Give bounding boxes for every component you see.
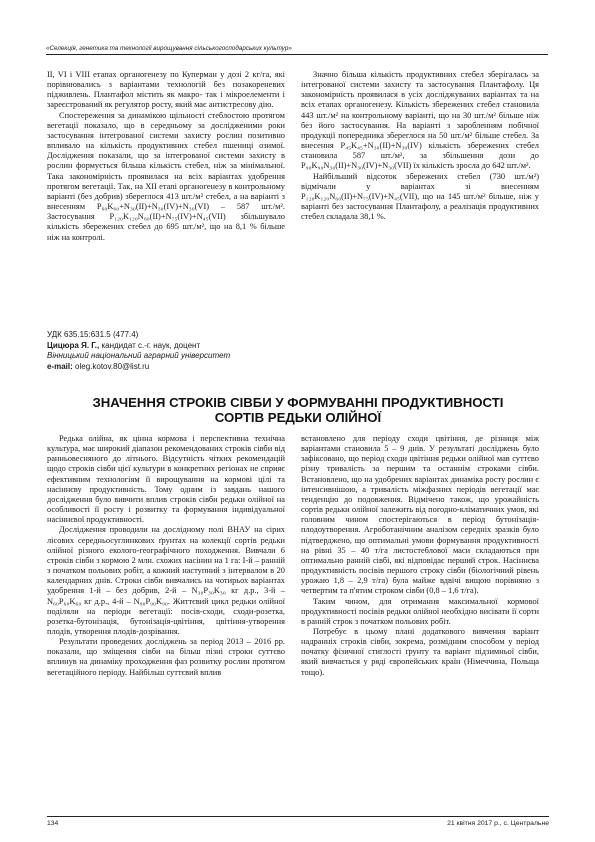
email-label: e-mail:: [47, 361, 73, 371]
prev-article-left-column: [47, 70, 285, 243]
article-left-column: [47, 434, 285, 678]
paragraph: Значно більша кількість продуктивних стебел зберігалась за інтегрованої системи захисту та застосування Плантафолу. Ця закономірність проявилася в усіх досліджуваних варіантах та на всіх етапах органогенезу. Кількість збережених стебел становила 443 шт./м² на контрольному варіанті, що на 30 шт./м² більше ніж без його застосування. На варіанті з заробленням побічної продукції попередника збереглося на 50 шт./м² більше стебел. За внесення P₄₅K₄₅+N₃₀(II)+N₃₀(IV) кількість збережених стебел становила 587 шт./м², за збільшення дози до P₉₀K₉₀N₃₀(II)+N₃₀(IV)+N₃₀(VII) їх кількість зросла до 642 шт./м².: [301, 70, 539, 171]
paragraph: II, VI і VIII етапах органогенезу по Куперман у дозі 2 кг/га, які порівнювались з варіантами технологій без позакореневих підживлень. Плантафол містить як макро- так і мікроелементи і зареєстрований як регулятор росту, який має антистресову дію.: [47, 70, 285, 110]
title-line-2: СОРТІВ РЕДЬКИ ОЛІЙНОЇ: [214, 409, 382, 425]
journal-title: «Селекція, генетика та технології вирощування сільськогосподарських культур»: [46, 45, 292, 52]
email-address[interactable]: oleg.kotov.80@list.ru: [72, 361, 150, 371]
paragraph: Таким чином, для отримання максимальної кормової продуктивності посівів редьки олійної необхідно висівати її сорти в ранній строк з початком польових робіт.: [301, 596, 539, 626]
page-number: 134: [47, 820, 59, 827]
paragraph: встановлено для періоду сходи цвітіння, де різниця між варіантами становила 5 – 9 днів. У результаті досліджень було зафіксовано, що період сходи цвітіння редьки олійної мав суттєво різну тривалість за першим та останнім строками сівби. Встановлено, що на удобрених варіантах динаміка росту рослин є інтенсивнішою, а тривалість міжфазних періодів вегетації має тенденцію до подовження. Відмічено також, що урожайність сортів редьки олійної залежить від погодно-кліматичних умов, які головним чином спостерігаються в період бутонізація-плодоутворення. Агроботанічним аналізом середніх зразків було підтверджено, що оптимальні умови формування продуктивності на рівні 35 – 40 т/га листостеблової маси складаються при оптимально ранній сівбі, які відповідає перший строк. Насіннєва продуктивність посівів першого строку сівби (біологічний рівень урожаю 1,8 – 2,9 т/га) була майже вдвічі вищою порівняно з четвертим та п'ятим строком сівби (0,8 – 1,6 т/га).: [301, 434, 539, 596]
article-right-column: [301, 434, 539, 678]
paragraph: Найбільший відсоток збережених стебел (730 шт./м²) відмічали у варіантах зі внесенням P₁₂₀K₁₂₀N₆₀(II)+N₇₅(IV)+N₄₅(VII), що на 145 шт./м² більше, ніж у варіанті без застосування Плантафолу, а реалізація продуктивних стебел складала 38,1 %.: [301, 171, 539, 222]
paragraph: Результати проведених досліджень за період 2013 – 2016 рр. показали, що зміщення сівби на більш пізні строки суттєво вплинув на динаміку проходження фаз розвитку рослин протягом вегетаційного періоду. Найбільш суттєвий вплив: [47, 637, 285, 677]
article-metadata: [47, 330, 347, 372]
paragraph: Спостереження за динамікою щільності стеблостою протягом вегетації показало, що в середньому за дослідженими роки застосування інтегрованої системи захисту рослин позитивно впливало на кількість продуктивних стебел пшениці озимої. Дослідження показали, що за інтегрованої системи захисту в рослин формується більша кількість стебел, ніж за мінімальної. Така закономірність проявилася на всіх варіантах удобрення протягом вегетації. Так, на ХІІ етапі органогенезу в контрольному варіанті (без добрив) збереглося 413 шт./м² стебел, а на варіанті з внесенням P₆₀K₆₀+N₃₀(II)+N₃₀(IV)+N₃₀(VI) – 587 шт./м². Застосування P₁₂₀K₁₂₀N₆₀(II)+N₇₅(IV)+N₄₅(VII) збільшувало кількість збережених стебел до 695 шт./м², що на 8,1 % більше ніж на контролі.: [47, 110, 285, 242]
affiliation: Вінницький національний аграрний університет: [47, 351, 231, 360]
issue-date: 21 квітня 2017 р., с. Центральне: [447, 820, 549, 827]
title-line-1: ЗНАЧЕННЯ СТРОКІВ СІВБИ У ФОРМУВАННІ ПРОДУКТИВНОСТІ: [92, 395, 504, 410]
paragraph: Потребує в цьому плані додаткового вивчення варіант надранніх строків сівби, зокрема, розмідним способом у період початку фізичної стиглості ґрунту та варіант підзимньої сівби, який вивчається у ряді європейських країн (Німеччина, Польща тощо).: [301, 626, 539, 677]
page-footer: [47, 816, 549, 827]
email-line: [47, 362, 347, 373]
author-degree: кандидат с.-г. наук, доцент: [99, 340, 201, 350]
paragraph: Дослідження проводили на дослідному полі ВНАУ на сірих лісових середньосуглинкових ґрунтах на колекції сортів редьки олійної різного еколого-географічного походження. Вивчали 6 строків сівби з кормою 2 млн. схожих насінин на 1 га: I-й – ранній з початком польових робіт, а кожний наступний з інтервалом в 20 календарних днів. Строки сівби вивчались на чотирьох варіантах удобрення 1-й – без добрив, 2-й – N₃₀P₃₀K₃₀ кг д.р., 3-й – N₆₀P₆₀K₆₀ кг д.р., 4-й – N₉₀P₉₀K₉₀. Життєвий цикл редьки олійної поділяли на періоди вегетації: посів-сходи, сходи-розетка, розетка-бутонізація, бутонізація-цвітіння, цвітіння-утворення плодів, утворення плодів-дозрівання.: [47, 525, 285, 636]
article-title: [47, 396, 549, 425]
author-line: [47, 341, 347, 352]
paragraph: Редька олійна, як цінна кормова і перспективна технічна культура, має широкий діапазон рекомендованих строків сівби від ранньовесняного до літнього. Відсутність чітких рекомендацій щодо строків сівби цієї культури в конкретних регіонах не сприяє ефективним технологіям її вирощування на кормові цілі та насіннєву продуктивність. Тому одним із завдань нашого дослідження було вивчити вплив строків сівби редьки олійної на особливості її росту і розвитку та формування індивідуальної насіннєвої продуктивності.: [47, 434, 285, 525]
udc-code: УДК 635.15:631.5 (477.4): [47, 330, 139, 339]
running-header: [46, 45, 548, 55]
prev-article-right-column: [301, 70, 539, 222]
author-name: Цицюра Я. Г.,: [47, 340, 100, 350]
